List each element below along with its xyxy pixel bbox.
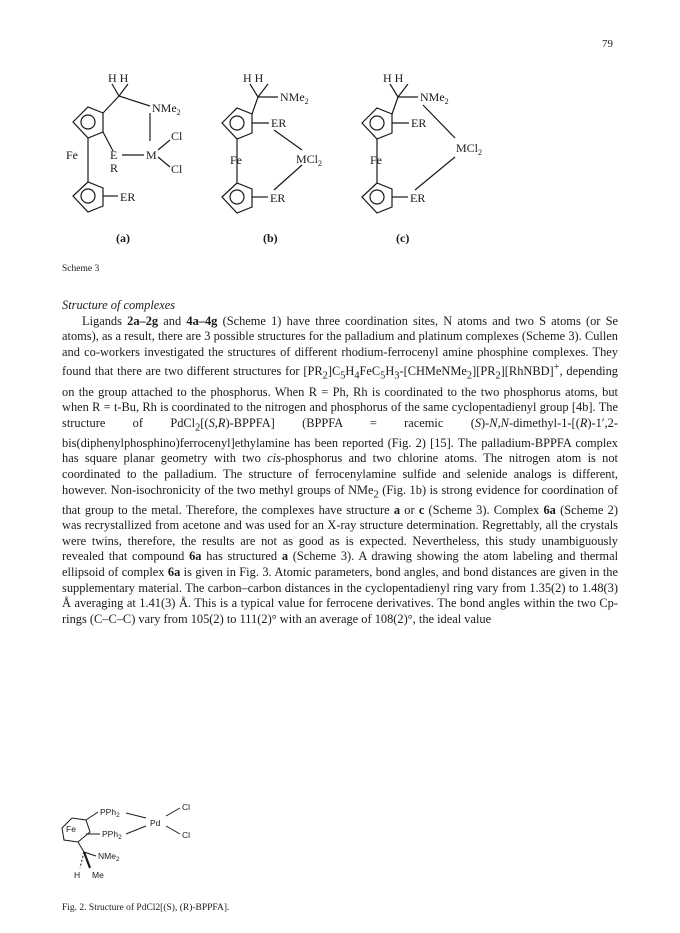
scheme-label-b: (b) (263, 231, 278, 245)
a-nme2-label: NMe$_2$ (152, 101, 181, 117)
b-er-bot-label: ER (270, 191, 286, 205)
fig2-pph2-top: PPh$_2$ (100, 807, 120, 819)
section-title: Structure of complexes (62, 298, 176, 312)
fig2-caption: Fig. 2. Structure of PdCl2[(S), (R)-BPPFA]. (62, 903, 230, 913)
a-m-label: M (146, 148, 157, 162)
b-hh-label: H H (243, 71, 264, 85)
b-er-top-label: ER (271, 116, 287, 130)
a-hh-label: H H (108, 71, 129, 85)
fig2-fe: Fe (66, 824, 76, 834)
a-e-label: E (110, 148, 118, 162)
page-number: 79 (602, 38, 613, 50)
c-nme2-label: NMe$_2$ (420, 90, 449, 106)
fig2-h: H (74, 870, 81, 880)
a-cl2-label: Cl (171, 162, 183, 176)
c-mcl2-label: MCl$_2$ (456, 141, 483, 157)
b-fe-label: Fe (230, 153, 242, 167)
c-er-bot-label: ER (410, 191, 426, 205)
a-cl1-label: Cl (171, 129, 183, 143)
fig2-cl2: Cl (182, 830, 191, 840)
b-mcl2-label: MCl$_2$ (296, 152, 323, 168)
c-fe-label: Fe (370, 153, 382, 167)
scheme-label-c: (c) (396, 231, 410, 245)
c-hh-label: H H (383, 71, 404, 85)
a-r-label: R (110, 161, 119, 175)
a-er-label: ER (120, 190, 136, 204)
fig2-pd: Pd (150, 818, 161, 828)
fig2-me: Me (92, 870, 104, 880)
body-paragraph: Ligands 2a–2g and 4a–4g (Scheme 1) have three coordination sites, N atoms and two S atoms (or Se atoms), as a result, there are 3 possible structures for the palladium and platinum complexes (Scheme 3). Cullen and co-workers investigated the structures of different rhodium-ferrocenyl amine phosphine complexes. They found that there are two different structures for $[PR_2]C_5H_4FeC_5H_3-[CHMeNMe_2][PR_2][RhNBD]^+$, depending on the group attached to the phosphorus. When R = Ph, Rh is coordinated to the two phosphorus atoms, but when R = t-Bu, Rh is coordinated to the nitrogen and phosphorus of the same cyclopentadienyl group [4b]. The structure of PdCl$_2$[(S,R)-BPPFA] (BPPFA = racemic (S)-N,N-dimethyl-1-[(R)-1′,2-bis(diphenylphosphino)ferrocenyl]ethylamine has been reported (Fig. 2) [15]. The palladium-BPPFA complex has square planar geometry with two cis-phosphorus and two chlorine atoms. The nitrogen atom is not coordinated to the palladium. The structure of ferrocenylamine sulfide and selenide analogs is different, however. Non-isochronicity of the two methyl groups of NMe$_2$ (Fig. 1b) is strong evidence for coordination of that group to the metal. Therefore, the complexes have structure a or c (Scheme 3). Complex 6a (Scheme 2) was recrystallized from acetone and was used for an X-ray structure determination. Regrettably, all the crystals were twins, therefore, the results are not as good as is expected. Nevertheless, this study unambiguously revealed that compound 6a has structured a (Scheme 3). A drawing showing the atom labeling and thermal ellipsoid of complex 6a is given in Fig. 3. Atomic parameters, bond angles, and bond distances are given in the supplementary material. The carbon–carbon distances in the cyclopentadienyl ring vary from 1.35(2) to 1.48(3) Å averaging at 1.41(3) Å. This is a typical value for ferrocene derivatives. The bond angles within the two Cp-rings (C–C–C) vary from 105(2) to 111(2)° with an average of 108(2)°, the ideal value (62, 313, 619, 626)
a-fe-label: Fe (66, 148, 78, 162)
fig2-nme2: NMe$_2$ (98, 851, 120, 863)
fig2-pph2-bot: PPh$_2$ (102, 829, 122, 841)
c-er-top-label: ER (411, 116, 427, 130)
fig2-cl1: Cl (182, 802, 191, 812)
scheme-caption: Scheme 3 (62, 264, 100, 274)
scheme-label-a: (a) (116, 231, 130, 245)
b-nme2-label: NMe$_2$ (280, 90, 309, 106)
